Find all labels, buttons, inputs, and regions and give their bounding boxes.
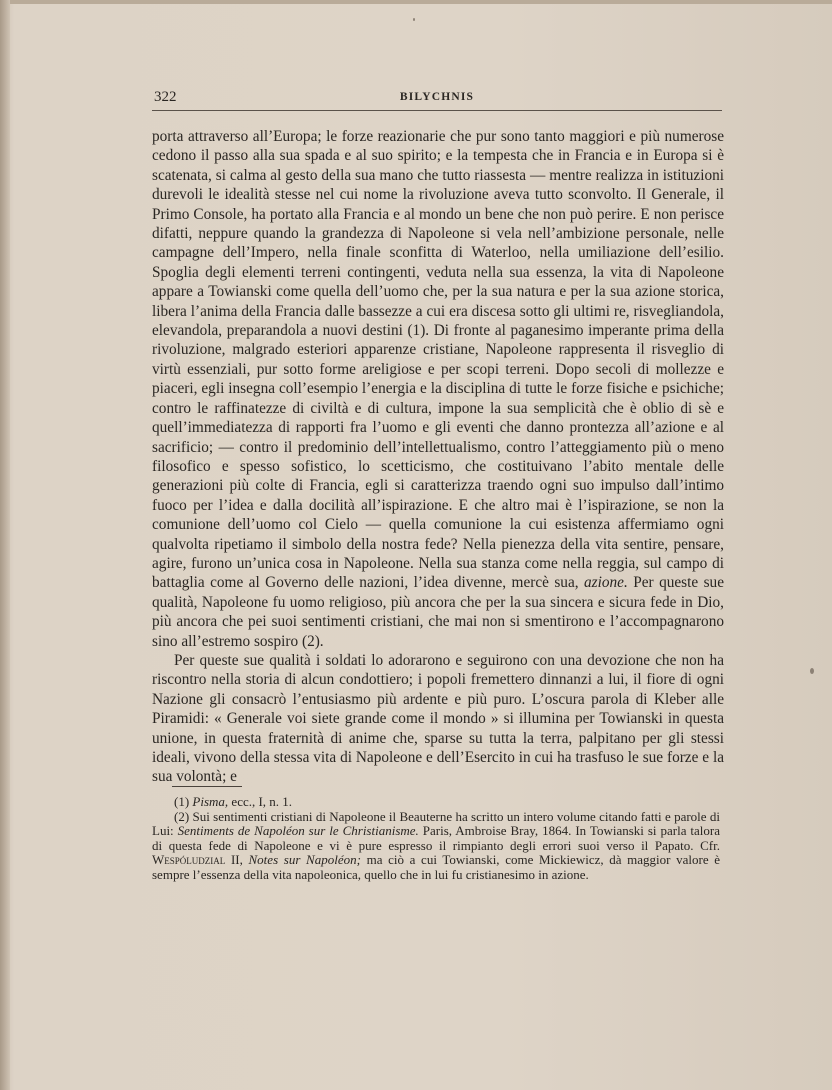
paper-speck bbox=[413, 18, 415, 21]
running-title: BILYCHNIS bbox=[399, 91, 475, 103]
footnote-text: Paris, Ambroise Bray, 1864. In Towianski si parla talora di questa fede di Napoleone e vi è pure espresso il rimpianto degli errori suoi verso il Papato. Cfr. bbox=[152, 823, 721, 853]
paragraph-text: porta attraverso all’Europa; le forze reazionarie che pur sono tanto maggiori e più numerose cedono il passo alla sua spada e al suo spirito; e la tempesta che in Francia e in Europa si è scatenata, si calma al gesto della sua mano che tutto riassesta — mentre realizza in istituzioni durevoli le idealità stesse nel cui nome la rivoluzione aveva tutto sconvolto. Il Generale, il Primo Console, ha portato alla Francia e al mondo un bene che non può perire. E non perisce difatti, neppure quando la grandezza di Napoleone si vela nell’ambizione personale, nelle campagne dell’Impero, nella finale sconfitta di Waterloo, nella umiliazione dell’esilio. Spoglia degli elementi terreni contingenti, veduta nella sua essenza, la vita di Napoleone appare a Towianski come quella dell’uomo che, per la sua natura e per la sua azione storica, libera l’anima della Francia dalle bassezze a cui era discesa sotto gli ultimi re, risvegliandola, elevandola, preparandola a nuovi destini (1). Di fronte al paganesimo imperante prima della rivoluzione, malgrado esteriori apparenze cristiane, Napoleone rappresenta il risveglio di virtù essenziali, pur sotto forme areligiose e per scopi terreni. Dopo secoli di mollezze e piaceri, egli insegna coll’esempio l’energia e la disciplina di tutte le forze fisiche e psichiche; contro le raffinatezze di civiltà e di cultura, impone la sua semplicità che è oblio di sè e quell’immediatezza di rapporti fra l’uomo e gli eventi che danno prontezza all’azione e al sacrificio; — contro il predominio dell’intellettualismo, contro l’atteggiamento più o meno filosofico e spesso sofistico, lo scetticismo, che costituivano l’abito mentale delle generazioni più colte di Francia, egli si caratterizza traendo ogni suo impulso dall’intimo fuoco per l’idea e dalla docilità all’ispirazione. E che altro mai è l’ispirazione, se non la comunione dell’uomo col Cielo — quella comunione la cui esistenza affermiamo ogni qualvolta ripetiamo il simbolo della nostra fede? Nella pienezza della vita sentire, pensare, agire, furono un’unica cosa in Napoleone. Nella sua stanza come nella reggia, sul campo di battaglia come al Governo delle nazioni, l’idea divenne, mercè sua, bbox=[152, 128, 724, 592]
cited-title: Sentiments de Napoléon sur le Christianisme. bbox=[177, 823, 419, 839]
body-text bbox=[152, 127, 724, 787]
cited-title: Notes sur Napoléon; bbox=[248, 852, 361, 868]
paragraph bbox=[152, 651, 724, 787]
footnote-1 bbox=[152, 795, 720, 810]
footnote-mark: (2) bbox=[174, 808, 190, 824]
page-number: 322 bbox=[154, 89, 177, 105]
footnote-text: Sui sentimenti cristiani di Napoleone il Beauterne ha scritto un intero volume citando fatti e parole di Lui: bbox=[152, 808, 721, 839]
emphasis-text: azione. bbox=[584, 574, 628, 592]
page-binding-edge bbox=[0, 0, 10, 1090]
footnote-text: ecc., I, n. 1. bbox=[231, 794, 293, 809]
footnotes bbox=[152, 795, 720, 883]
footnote-separator bbox=[172, 786, 242, 787]
paragraph-text: Per queste sue qualità i soldati lo adorarono e seguirono con una devozione che non ha riscontro nella storia di alcun condottiero; i popoli fremettero dinnanzi a lui, il fiore di ogni Nazione gli consacrò l’entusiasmo più ardente e più puro. L’oscura parola di Kleber alle Piramidi: « Generale voi siete grande come il mondo » si illumina per Towianski in questa unione, in questa fraternità di anime che, sparse su tutta la terra, palpitano per gli stessi ideali, vivono della stessa vita di Napoleone e dell’Esercito in cui ha trasfuso le sue forze e la sua volontà; e bbox=[152, 651, 724, 786]
paragraph bbox=[152, 127, 724, 651]
cited-author: Wespóludzial bbox=[152, 852, 226, 868]
footnote-text: II, bbox=[230, 852, 243, 868]
page-header bbox=[152, 88, 722, 111]
paragraph-text: Per queste sue qualità, Napoleone fu uomo religioso, più ancora che per la sua sincera e sicura fede in Dio, più ancora che pei suoi sentimenti cristiani, che mai non si smentirono e l’accompagnarono sino all’estremo sospiro (2). bbox=[152, 574, 724, 650]
footnote-text: ma ciò a cui Towianski, come Mickiewicz, dà maggior valore è sempre l’essenza della vita napoleonica, quello che in lui fu cristianesimo in azione. bbox=[152, 852, 721, 882]
page-top-edge bbox=[0, 0, 832, 4]
cited-title: Pisma, bbox=[192, 794, 229, 809]
footnote-2 bbox=[152, 810, 720, 883]
footnote-mark: (1) bbox=[174, 794, 190, 809]
paper-speck bbox=[810, 668, 814, 674]
